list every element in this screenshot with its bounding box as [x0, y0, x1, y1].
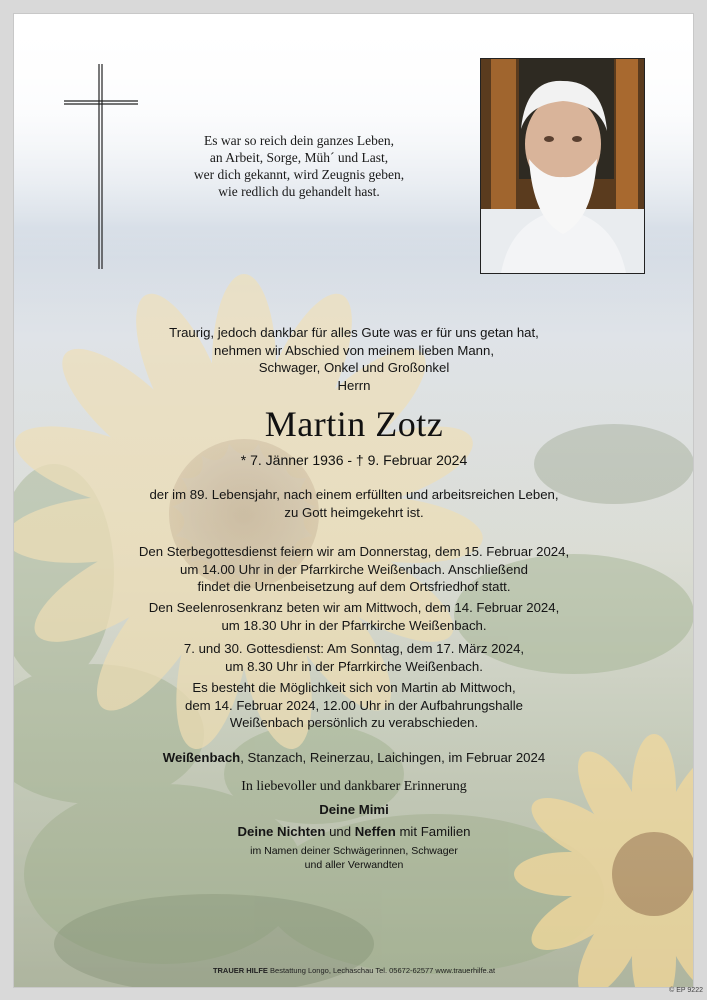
footer — [74, 966, 634, 976]
mass-text — [74, 640, 634, 675]
service-line: findet die Urnenbeisetzung auf dem Ortsfriedhof statt. — [197, 579, 511, 594]
also-line: und aller Verwandten — [304, 859, 404, 871]
service-line: Den Sterbegottesdienst feiern wir am Donnerstag, dem 15. Februar 2024, — [138, 544, 570, 559]
poem-line: wer dich gekannt, wird Zeugnis geben, — [193, 167, 405, 182]
farewell-line: dem 14. Februar 2024, 12.00 Uhr in der Aufbahrungshalle — [185, 697, 523, 713]
relatives-line — [74, 823, 634, 841]
farewell-line: Weißenbach persönlich zu verabschieden. — [229, 715, 479, 730]
intro-line: Traurig, jedoch dankbar für alles Gute was er für uns getan hat, — [169, 325, 539, 340]
obituary-card — [13, 13, 694, 988]
intro-line: nehmen wir Abschied von meinem lieben Mann, — [213, 342, 495, 358]
also-line: im Namen deiner Schwägerinnen, Schwager — [250, 845, 458, 857]
rosary-text — [74, 599, 634, 634]
footer-info: Bestattung Longo, Lechaschau Tel. 05672-62577 www.trauerhilfe.at — [267, 966, 496, 975]
wife-line: Deine Mimi — [319, 802, 389, 817]
poem — [134, 132, 464, 200]
poem-line: Es war so reich dein ganzes Leben, — [203, 133, 395, 148]
life-line: der im 89. Lebensjahr, nach einem erfüllten und arbeitsreichen Leben, — [149, 487, 559, 502]
places-rest: , Stanzach, Reinerzau, Laichingen, im Februar 2024 — [240, 750, 546, 765]
ep-code: © EP 9222 — [669, 987, 703, 994]
life-text — [74, 486, 634, 521]
intro-line: Schwager, Onkel und Großonkel — [258, 360, 450, 375]
rosary-line: Den Seelenrosenkranz beten wir am Mittwoch, dem 14. Februar 2024, — [148, 600, 560, 615]
relatives-and: und — [325, 824, 355, 839]
mass-line: 7. und 30. Gottesdienst: Am Sonntag, dem 17. März 2024, — [183, 641, 525, 656]
intro-text — [74, 324, 634, 394]
portrait-photo — [480, 58, 645, 274]
intro-line: Herrn — [337, 377, 371, 393]
service-line: um 14.00 Uhr in der Pfarrkirche Weißenbach. Anschließend — [180, 561, 528, 577]
places-line — [74, 749, 634, 767]
relatives-nieces: Deine Nichten — [237, 824, 326, 839]
mass-line: um 8.30 Uhr in der Pfarrkirche Weißenbach. — [225, 658, 483, 674]
rosary-line: um 18.30 Uhr in der Pfarrkirche Weißenbach. — [221, 617, 487, 633]
relatives-nephews: Neffen — [354, 824, 396, 839]
farewell-line: Es besteht die Möglichkeit sich von Martin ab Mittwoch, — [192, 680, 516, 695]
farewell-text — [74, 679, 634, 732]
poem-line: wie redlich du gehandelt hast. — [218, 184, 380, 199]
home-village: Weißenbach — [162, 750, 241, 765]
portrait-illustration — [481, 59, 644, 273]
memory-line: In liebevoller und dankbarer Erinnerung — [241, 779, 467, 794]
also-text — [74, 844, 634, 872]
life-line: zu Gott heimgekehrt ist. — [284, 504, 424, 520]
footer-brand: TRAUER HILFE — [212, 966, 268, 975]
cross-icon — [64, 64, 138, 269]
relatives-rest: mit Familien — [395, 824, 471, 839]
life-dates: * 7. Jänner 1936 - † 9. Februar 2024 — [240, 452, 468, 468]
service-text — [74, 543, 634, 596]
poem-line: an Arbeit, Sorge, Müh´ und Last, — [209, 150, 389, 165]
deceased-name: Martin Zotz — [264, 404, 444, 444]
